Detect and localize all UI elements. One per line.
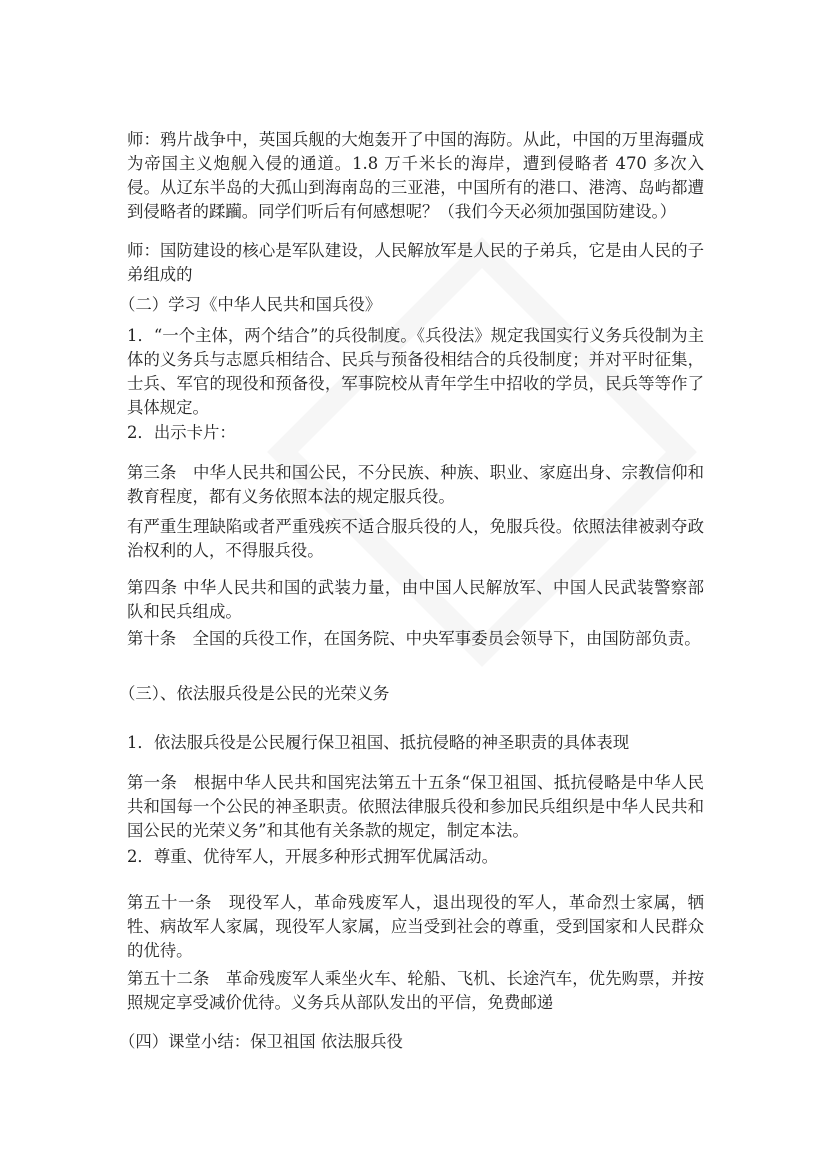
paragraph-teacher-national-defense: 师：国防建设的核心是军队建设，人民解放军是人民的子弟兵，它是由人民的子弟组成的 xyxy=(127,241,704,284)
paragraph-military-service-system: 1．“一个主体，两个结合”的兵役制度。《兵役法》规定我国实行义务兵役制为主体的义务兵与志愿兵相结合、民兵与预备役相结合的兵役制度；并对平时征集，士兵、军官的现役和预备役，军事院校从青年学生中招收的学员，民兵等等作了具体规定。 xyxy=(127,326,704,417)
section-heading-2: （二）学习《中华人民共和国兵役》 xyxy=(119,295,382,314)
section-heading-4-summary: （四）课堂小结：保卫祖国 依法服兵役 xyxy=(119,1032,403,1051)
paragraph-teacher-opium-war: 师：鸦片战争中，英国兵舰的大炮轰开了中国的海防。从此，中国的万里海疆成为帝国主义炮舰入侵的通道。1.8 万千米长的海岸，遭到侵略者 470 多次入侵。从辽东半岛的大孤山到海南岛的三亚港，中国所有的港口、港湾、岛屿都遭到侵略者的蹂躏。同学们听后有何感想呢？（我们今天必须加强国防建设。） xyxy=(127,130,704,221)
paragraph-article-52: 第五十二条 革命残废军人乘坐火车、轮船、飞机、长途汽车，优先购票，并按照规定享受减价优待。义务兵从部队发出的平信，免费邮递 xyxy=(127,969,704,1012)
paragraph-article-3: 第三条 中华人民共和国公民，不分民族、种族、职业、家庭出身、宗教信仰和教育程度，都有义务依照本法的规定服兵役。 xyxy=(127,463,704,506)
section-heading-3: （三）、依法服兵役是公民的光荣义务 xyxy=(119,684,390,703)
paragraph-article-51: 第五十一条 现役军人，革命残废军人，退出现役的军人，革命烈士家属，牺牲、病故军人家属，现役军人家属，应当受到社会的尊重，受到国家和人民群众的优待。 xyxy=(127,893,704,960)
paragraph-sacred-duty: 1．依法服兵役是公民履行保卫祖国、抵抗侵略的神圣职责的具体表现 xyxy=(127,733,630,752)
paragraph-article-10: 第十条 全国的兵役工作，在国务院、中央军事委员会领导下，由国防部负责。 xyxy=(127,629,701,648)
paragraph-respect-soldiers: 2．尊重、优待军人，开展多种形式拥军优属活动。 xyxy=(127,847,499,866)
paragraph-exemption: 有严重生理缺陷或者严重残疾不适合服兵役的人，免服兵役。依照法律被剥夺政治权利的人，不得服兵役。 xyxy=(127,517,704,560)
paragraph-article-4: 第四条 中华人民共和国的武装力量，由中国人民解放军、中国人民武装警察部队和民兵组成。 xyxy=(127,578,704,621)
paragraph-show-cards: 2．出示卡片： xyxy=(127,423,236,442)
paragraph-article-1: 第一条 根据中华人民共和国宪法第五十五条“保卫祖国、抵抗侵略是中华人民共和国每一个公民的神圣职责。依照法律服兵役和参加民兵组织是中华人民共和国公民的光荣义务”和其他有关条款的规定，制定本法。 xyxy=(127,773,704,840)
